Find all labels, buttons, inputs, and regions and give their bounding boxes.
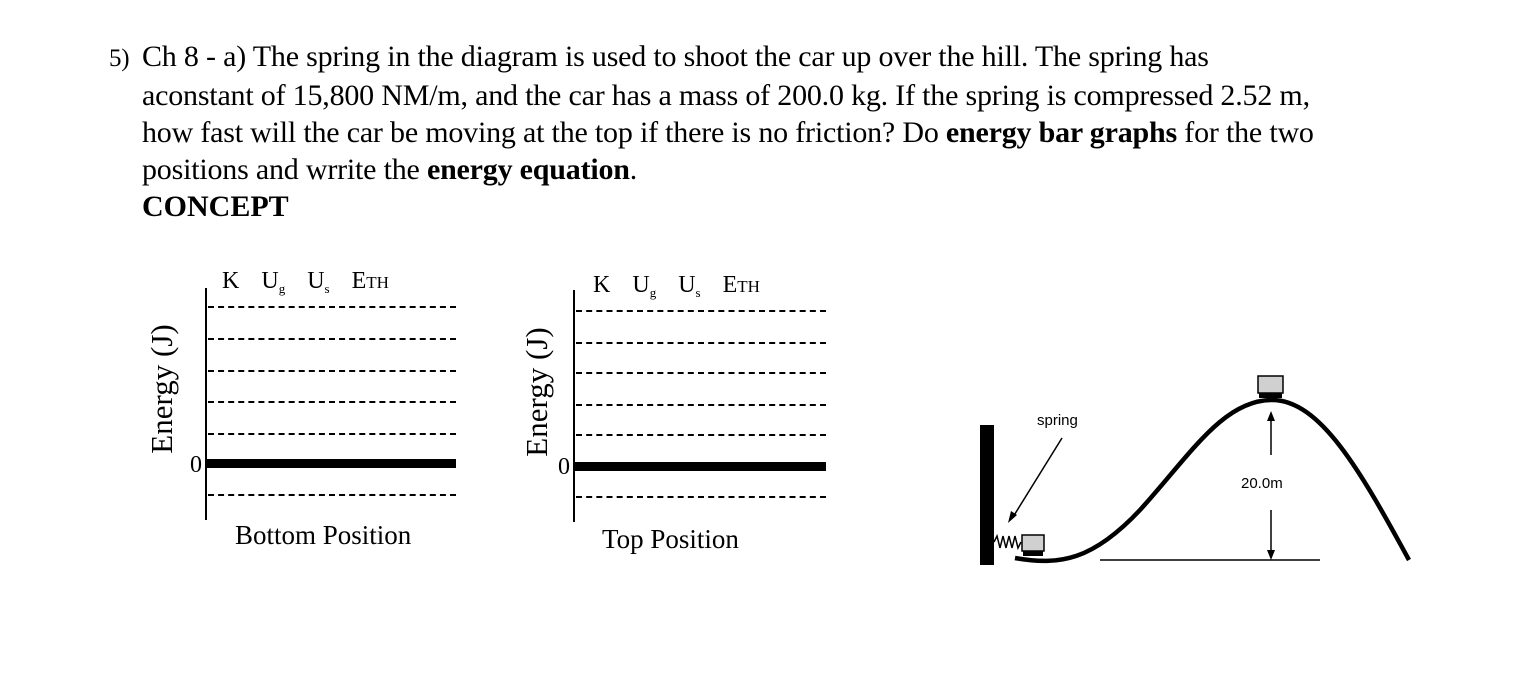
problem-line-4: [109, 151, 1439, 188]
grid-line: [576, 372, 826, 374]
problem-line-2: aconstant of 15,800 NM/m, and the car has a mass of 200.0 kg. If the spring is compressed 2.52 m,: [142, 79, 1310, 112]
zero-line: [206, 459, 456, 468]
hill-diagram: [975, 370, 1425, 575]
height-label: 20.0m: [1241, 475, 1283, 492]
grid-line: [208, 338, 456, 340]
column-eth: ETH: [722, 272, 760, 298]
y-axis: [205, 288, 207, 520]
grid-line: [208, 494, 456, 496]
zero-line: [574, 462, 826, 471]
grid-line: [576, 496, 826, 498]
grid-line: [208, 370, 456, 372]
height-arrowhead-up: [1267, 411, 1275, 421]
bar-graph-top: [510, 262, 840, 562]
grid-line: [576, 404, 826, 406]
column-headers: [593, 272, 760, 301]
spring-coil: [994, 536, 1021, 548]
grid-line: [576, 342, 826, 344]
zero-label: 0: [190, 452, 202, 478]
car-top-wheels: [1259, 393, 1282, 398]
position-label: Top Position: [602, 524, 739, 554]
problem-line-1-text: Ch 8 - a) The spring in the diagram is used to shoot the car up over the hill. The spring has: [142, 40, 1209, 73]
energy-bar-graphs-emphasis: energy bar graphs: [945, 116, 1177, 149]
column-k: K: [593, 272, 611, 298]
car-bottom: [1022, 535, 1044, 551]
y-axis: [573, 290, 575, 522]
position-label: Bottom Position: [235, 520, 412, 550]
column-ug: $U_g$: [261, 268, 286, 296]
grid-line: [208, 401, 456, 403]
column-headers: [222, 268, 389, 297]
problem-line-3-a: how fast will the car be moving at the top if there is no friction? Do: [142, 116, 946, 149]
height-arrowhead-down: [1267, 550, 1275, 560]
column-us: $U_s$: [678, 272, 701, 300]
y-axis-label: Energy (J): [144, 324, 179, 454]
column-ug: $U_g$: [632, 272, 657, 300]
car-top: [1258, 376, 1283, 393]
column-eth: ETH: [351, 268, 389, 294]
concept-heading: CONCEPT: [142, 190, 289, 223]
grid-line: [576, 434, 826, 436]
y-axis-label: Energy (J): [519, 327, 554, 457]
problem-text: [109, 38, 1439, 188]
grid-line: [208, 433, 456, 435]
spring-label: spring: [1037, 412, 1078, 429]
bar-graph-bottom: [140, 260, 470, 560]
car-bottom-wheels: [1023, 551, 1043, 556]
problem-line-4-a: positions and wrrite the: [142, 153, 427, 186]
problem-line-3-b: for the two: [1176, 116, 1314, 149]
zero-label: 0: [558, 454, 570, 480]
spring-pointer: [1013, 438, 1062, 517]
grid-line: [576, 310, 826, 312]
grid-line: [208, 306, 456, 308]
column-k: K: [222, 268, 240, 294]
problem-number: 5): [109, 45, 130, 72]
energy-equation-emphasis: energy equation: [426, 153, 630, 186]
problem-line-3: [109, 114, 1439, 151]
problem-line-4-b: .: [629, 153, 638, 186]
problem-line-1: [109, 38, 1439, 77]
wall: [980, 425, 994, 565]
column-us: $U_s$: [307, 268, 330, 296]
